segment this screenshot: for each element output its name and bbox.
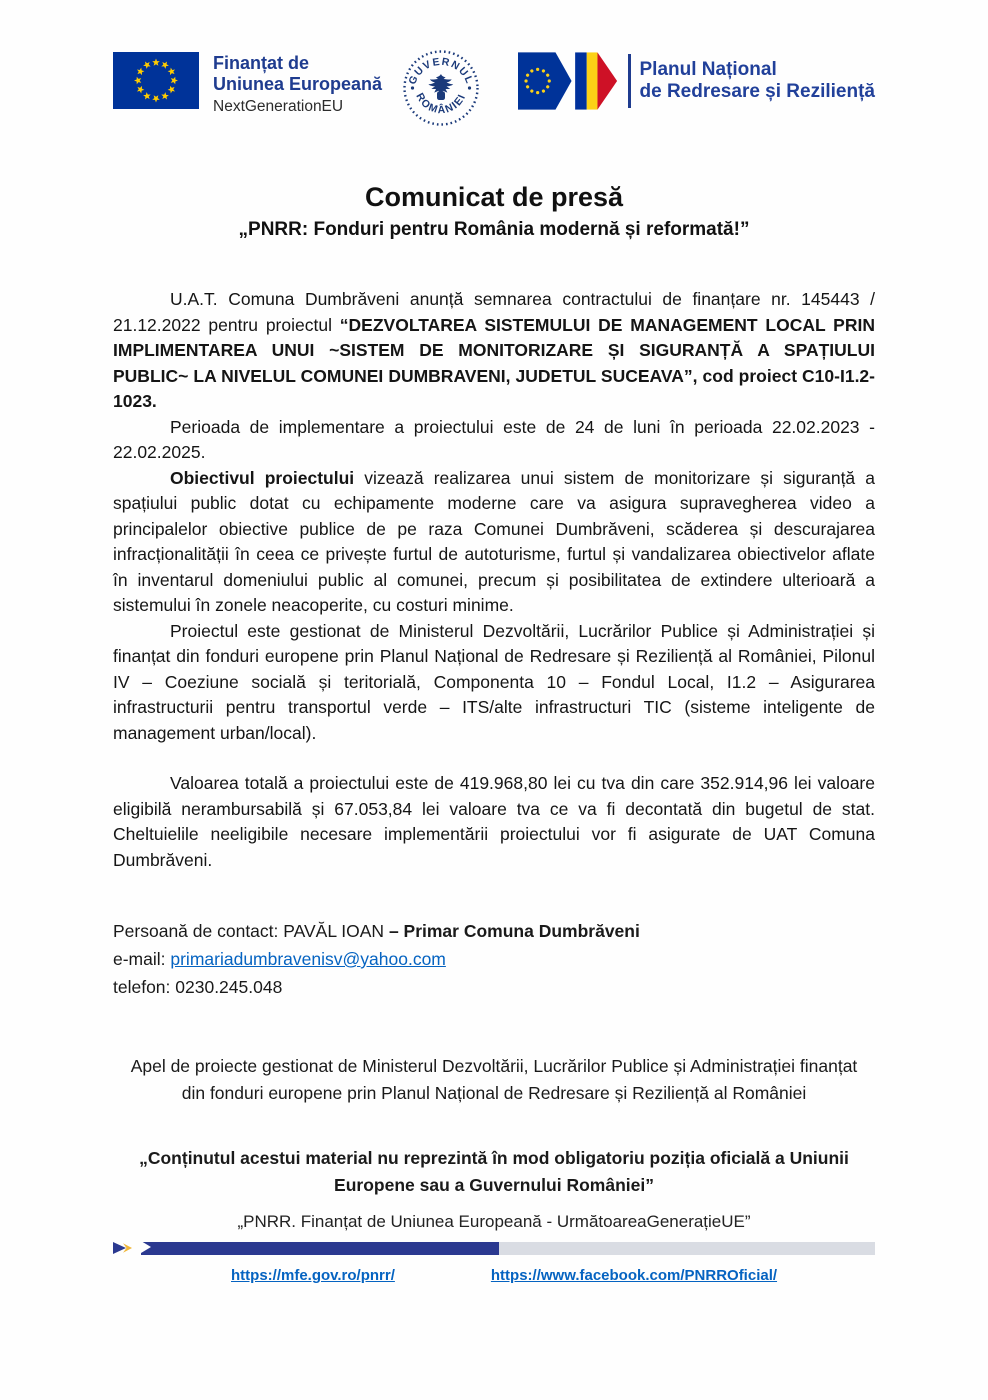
email-link[interactable]: primariadumbravenisv@yahoo.com (170, 949, 446, 969)
gov-seal-bottom-text: ROMÂNIEI (413, 91, 469, 117)
contact-person-role: – Primar Comuna Dumbrăveni (388, 921, 640, 941)
contact-email-line (113, 945, 875, 973)
pnrr-logo (518, 52, 876, 110)
coat-of-arms-eagle (428, 74, 453, 100)
eu-logo-text (213, 52, 382, 117)
page-footer (0, 1212, 988, 1400)
contact-person-intro: Persoană de contact: PAVĂL IOAN (113, 921, 389, 941)
eu-logo-line2: Uniunea Europeană (213, 74, 383, 95)
paragraph-objective (113, 466, 875, 619)
paragraph-contract (113, 287, 875, 415)
closing-disclaimer-text: „Conținutul acestui material nu reprezintă în mod obligatoriu poziția oficială a Uniunii Europene sau a Guvernului României” (139, 1148, 849, 1195)
paragraph-value: Valoarea totală a proiectului este de 419.968,80 lei cu tva din care 352.914,96 lei valoare eligibilă nerambursabilă și 67.053,84 lei valoare tva ce va fi decontată din bugetul de stat. Cheltuielile neeligibile necesare implementării proiectului vor fi asigurate de UAT Comuna Dumbrăveni. (113, 773, 875, 870)
objective-text: vizează realizarea unui sistem de monitorizare și siguranță a spațiului public dotat cu echipamente moderne care va asigura supravegherea video a principalelor obiective publice de pe raza Comunei Dumbrăveni, scăderea și descurajarea infracționalității în ceea ce privește furtul de autoturisme, furtul și vandalizarea obiectivelor aflate în inventarul domeniului public al comunei, precum și posibilitatea de extindere ulterioară a sistemului în zonele neacoperite, cu costuri minime. (113, 467, 875, 615)
footer-bar-gray (499, 1242, 875, 1255)
page-subtitle: „PNRR: Fonduri pentru România modernă și reformată!” (238, 219, 750, 240)
eu-logo-line3: NextGenerationEU (213, 98, 344, 116)
contact-person-line (113, 917, 875, 945)
objective-label-bold: Obiectivul proiectului (170, 467, 355, 488)
contact-phone-line: telefon: 0230.245.048 (113, 977, 283, 997)
mfe-link[interactable]: https://mfe.gov.ro/pnrr/ (231, 1267, 395, 1284)
footer-tagline: „PNRR. Finanțat de Uniunea Europeană - UrmătoareaGenerațieUE” (237, 1212, 751, 1231)
email-label: e-mail: (113, 949, 171, 969)
contact-section (113, 917, 875, 1001)
pnrr-flag-arrows-icon (518, 52, 618, 110)
eu-logo-line1: Finanțat de (213, 53, 310, 73)
pnrr-logo-line1: Planul Național (639, 59, 777, 81)
footer-decorative-bar (113, 1240, 875, 1256)
eu-funded-logo (113, 52, 382, 117)
eu-flag-icon (113, 52, 199, 109)
page-title: Comunicat de presă (364, 182, 624, 212)
gov-seal-top-text: GUVERNUL (406, 55, 476, 87)
pnrr-logo-text (640, 59, 876, 103)
logo-header (113, 52, 875, 132)
footer-bar-navy (141, 1242, 499, 1255)
paragraph-contract-intro: U.A.T. Comuna Dumbrăveni anunță semnarea contractului de finanțare nr. 145443 / 21.12.2022 pentru proiectul (113, 289, 875, 335)
press-release-body (113, 287, 875, 873)
project-title-bold: “DEZVOLTAREA SISTEMULUI DE MANAGEMENT LOCAL PRIN IMPLIMENTAREA UNUI ~SISTEM DE MONITORIZARE ȘI SIGURANȚĂ A SPAȚIULUI PUBLIC~ LA NIVELUL COMUNEI DUMBRAVENI, JUDETUL SUCEAVA”, cod proiect C10-I1.2-1023. (113, 314, 875, 411)
pnrr-logo-line2: de Redresare și Reziliență (639, 81, 875, 102)
closing-apel-text: Apel de proiecte gestionat de Ministerul Dezvoltării, Lucrărilor Publice și Administrației finanțat din fonduri europene prin Planul Național de Redresare și Reziliență al României (130, 1056, 858, 1103)
pnrr-logo-divider (628, 54, 631, 108)
paragraph-period: Perioada de implementare a proiectului este de 24 de luni în perioada 22.02.2023 - 22.02.2025. (113, 416, 875, 462)
footer-links (113, 1267, 875, 1284)
footer-arrow-icon (113, 1240, 143, 1256)
facebook-link[interactable]: https://www.facebook.com/PNRROficial/ (490, 1267, 778, 1284)
paragraph-management: Proiectul este gestionat de Ministerul Dezvoltării, Lucrărilor Publice și Administrației și finanțat din fonduri europene prin Planul Național de Redresare și Reziliență al României, Pilonul IV – Coeziune socială și teritorială, Componenta 10 – Fondul Local, I1.2 – Asigurarea infrastructurii pentru transportul verde – ITS/alte infrastructuri TIC (sisteme inteligente de management urban/local). (113, 620, 875, 743)
gov-seal-icon (401, 48, 481, 128)
